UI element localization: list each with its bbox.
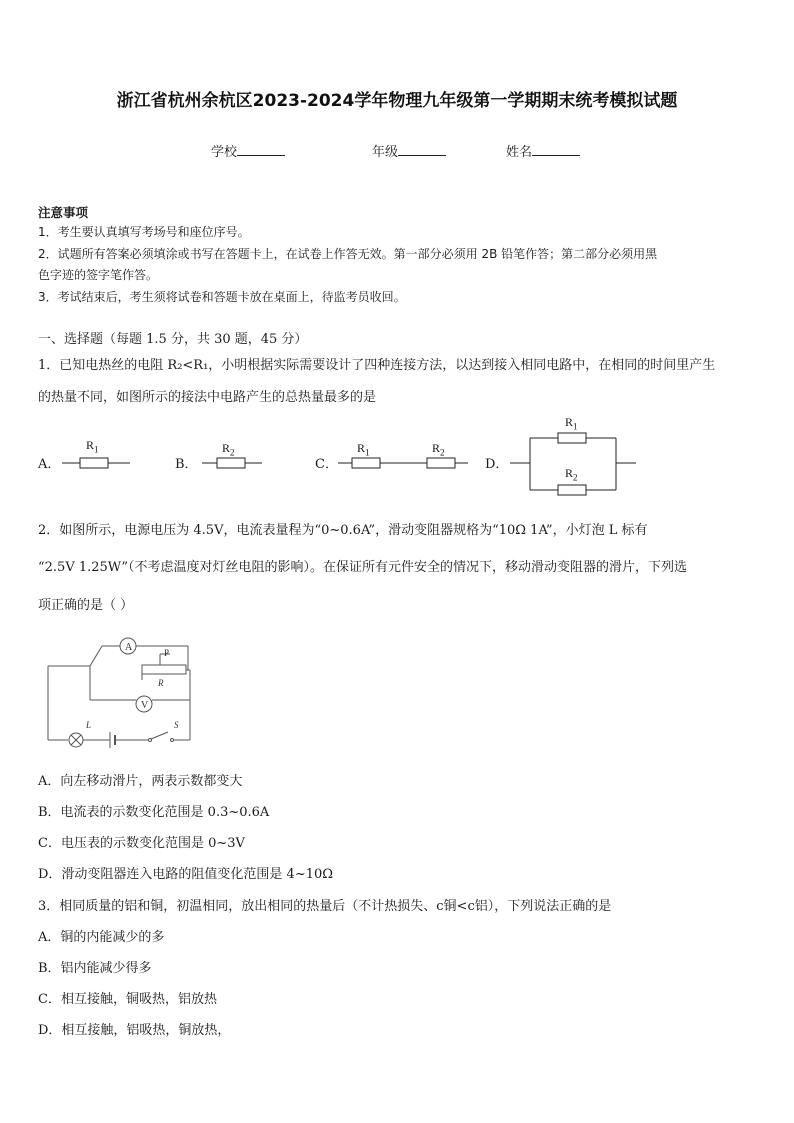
name-blank[interactable]	[532, 143, 580, 156]
notice-item: 色字迹的签字笔作答。	[38, 268, 159, 282]
notice-item: 2．试题所有答案必须填涂或书写在答题卡上，在试卷上作答无效。第一部分必须用 2B 铅笔作答；第二部分必须用黑	[38, 247, 658, 261]
voltmeter-label: V	[141, 700, 149, 711]
q2-line2: “2.5V 1.25W”（不考虑温度对灯丝电阻的影响）。在保证所有元件安全的情况下，移动滑动变阻器的滑片，下列选	[38, 560, 688, 575]
q1-option-b-label: B．	[175, 457, 198, 472]
q1-option-c-label: C．	[315, 457, 338, 472]
q2-option-a: A．向左移动滑片，两表示数都变大	[38, 774, 243, 789]
notice-item: 1．考生要认真填写考场号和座位序号。	[38, 225, 250, 239]
slider-label: P	[164, 648, 170, 658]
r2-label: $R_2$	[432, 441, 445, 458]
name-field[interactable]	[506, 141, 580, 160]
q1-line1: 1．已知电热丝的电阻 R₂<R₁，小明根据实际需要设计了四种连接方法，以达到接入相同电路中，在相同的时间里产生	[38, 358, 716, 373]
r2-label: $R_2$	[222, 441, 235, 458]
school-blank[interactable]	[237, 143, 285, 156]
school-label: 学校	[211, 145, 238, 160]
r2-label: $R_2$	[565, 466, 578, 483]
q1-line2: 的热量不同，如图所示的接法中电路产生的总热量最多的是	[38, 390, 377, 405]
section-title: 一、选择题（每题 1.5 分，共 30 题，45 分）	[38, 332, 308, 347]
grade-label: 年级	[372, 145, 399, 160]
r1-label: $R_1$	[565, 415, 578, 432]
r1-label: $R_1$	[86, 438, 99, 455]
q3-option-a: A．铜的内能减少的多	[38, 930, 165, 945]
lamp-label: L	[86, 720, 92, 730]
q3-option-b: B．铝内能减少得多	[38, 961, 152, 976]
q2-option-b: B．电流表的示数变化范围是 0.3~0.6A	[38, 805, 270, 820]
name-label: 姓名	[506, 145, 533, 160]
school-field[interactable]	[211, 141, 285, 160]
rheostat-label: R	[158, 678, 164, 688]
notice-item: 3．考试结束后，考生须将试卷和答题卡放在桌面上，待监考员收回。	[38, 290, 406, 304]
q1-option-a-label: A．	[38, 457, 61, 472]
q2-line1: 2．如图所示，电源电压为 4.5V，电流表量程为“0~0.6A”，滑动变阻器规格为“10Ω 1A”，小灯泡 L 标有	[38, 523, 648, 538]
r1-label: $R_1$	[357, 441, 370, 458]
grade-blank[interactable]	[398, 143, 446, 156]
q3-option-c: C．相互接触，铜吸热，铝放热	[38, 992, 217, 1007]
grade-field[interactable]	[372, 141, 446, 160]
q2-option-c: C．电压表的示数变化范围是 0~3V	[38, 836, 245, 851]
q2-circuit-diagram	[40, 632, 200, 752]
q2-line3: 项正确的是（ ）	[38, 598, 134, 613]
switch-label: S	[174, 720, 179, 730]
notice-heading: 注意事项	[38, 205, 89, 220]
q3-line1: 3．相同质量的铝和铜，初温相同，放出相同的热量后（不计热损失、c铜<c铝），下列说法正确的是	[38, 899, 612, 914]
q3-option-d: D．相互接触，铝吸热，铜放热，	[38, 1023, 231, 1038]
q1-option-d-label: D．	[485, 457, 509, 472]
ammeter-label: A	[125, 642, 133, 653]
q2-option-d: D．滑动变阻器连入电路的阻值变化范围是 4~10Ω	[38, 867, 334, 882]
page-title: 浙江省杭州余杭区2023-2024学年物理九年级第一学期期末统考模拟试题	[116, 91, 678, 111]
